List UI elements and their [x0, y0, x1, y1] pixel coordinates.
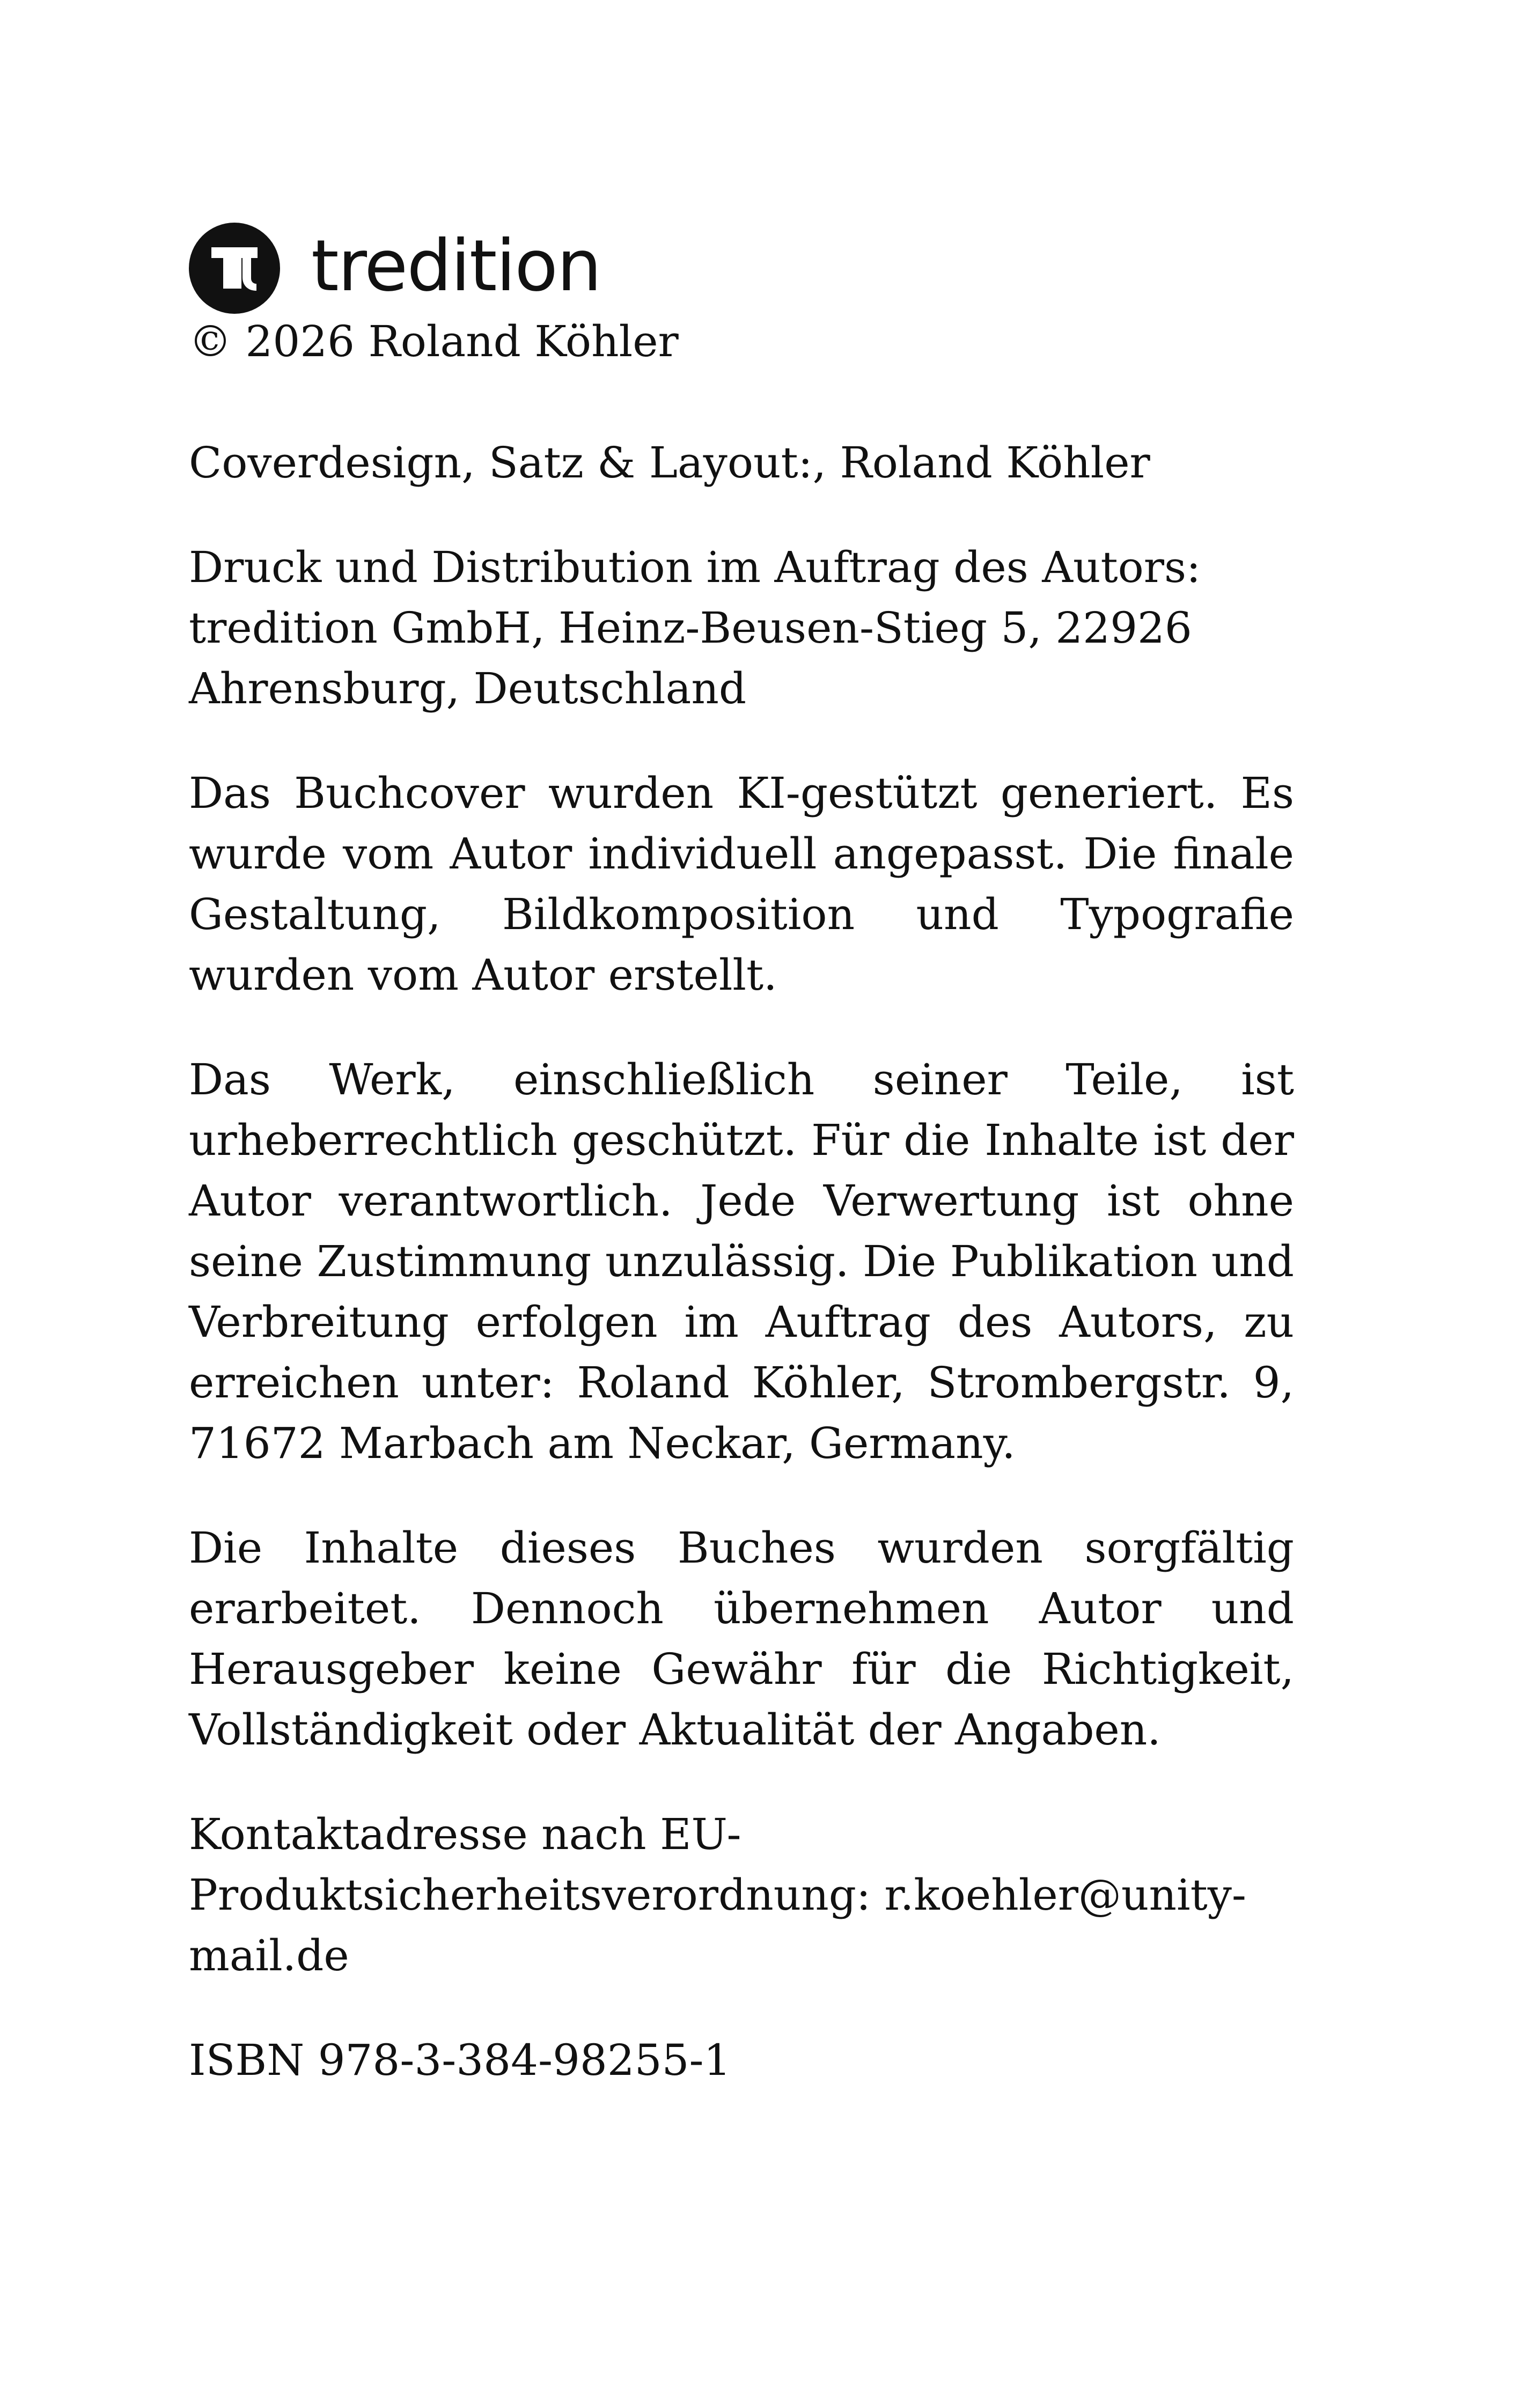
imprint-content	[189, 225, 1294, 2090]
distribution-info	[189, 537, 1294, 719]
product-safety-contact	[189, 1804, 1294, 1986]
ai-cover-notice: Das Buchcover wurden KI-gestützt generiert. Es wurde vom Autor individuell angepasst. Die finale Gestaltung, Bildkomposition und Typografie wurden vom Autor erstellt.	[189, 768, 1294, 1000]
distribution-line-3: Ahrensburg, Deutschland	[189, 664, 747, 713]
contact-line-3: mail.de	[189, 1931, 349, 1980]
publisher-logo	[189, 225, 1294, 311]
isbn-number: ISBN 978-3-384-98255-1	[189, 2035, 731, 2085]
cover-credits: Coverdesign, Satz & Layout:, Roland Köhler	[189, 438, 1150, 488]
tredition-logo-icon	[189, 223, 280, 314]
contact-line-2: Produktsicherheitsverordnung: r.koehler@unity-	[189, 1870, 1246, 1920]
content-disclaimer: Die Inhalte dieses Buches wurden sorgfältig erarbeitet. Dennoch übernehmen Autor und Herausgeber keine Gewähr für die Richtigkeit, Vollständigkeit oder Aktualität der Angaben.	[189, 1523, 1294, 1755]
publisher-name: tredition	[311, 225, 601, 307]
contact-line-1: Kontaktadresse nach EU-	[189, 1809, 741, 1859]
copyright-notice: Das Werk, einschließlich seiner Teile, ist urheberrechtlich geschützt. Für die Inhalte ist der Autor verantwortlich. Jede Verwertung ist ohne seine Zustimmung unzulässig. Die Publikation und Verbreitung erfolgen im Auftrag des Autors, zu erreichen unter: Roland Köhler, Strombergstr. 9, 71672 Marbach am Neckar, Germany.	[189, 1055, 1294, 1468]
distribution-line-1: Druck und Distribution im Auftrag des Autors:	[189, 542, 1201, 592]
distribution-line-2: tredition GmbH, Heinz-Beusen-Stieg 5, 22926	[189, 603, 1192, 653]
copyright-line: © 2026 Roland Köhler	[189, 316, 679, 366]
